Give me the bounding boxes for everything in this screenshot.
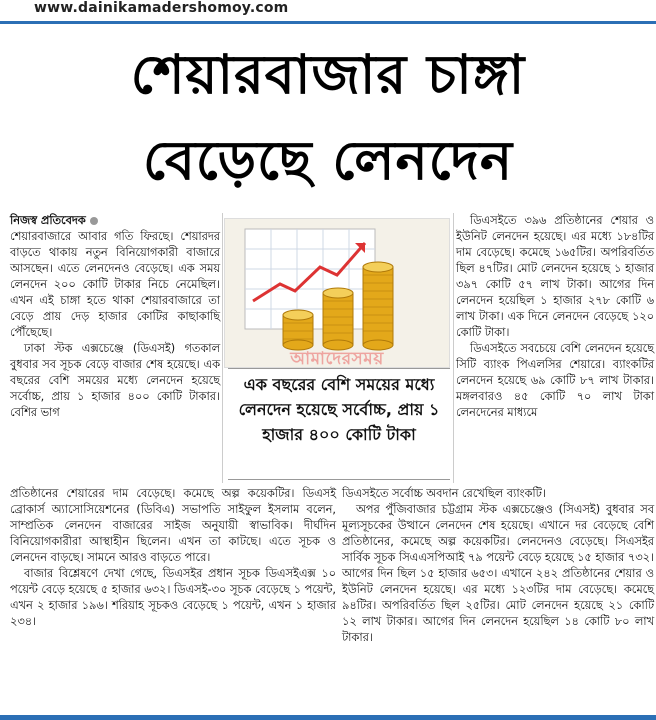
paragraph: প্রতিষ্ঠানের শেয়ারের দাম বেড়েছে। কমেছে অল্প কয়েকটির। ডিএসই ব্রোকার্স অ্যাসোসিয়েশনের (ডিবিএ) সভাপতি সাইফুল ইসলাম বলেন, সাম্প্রতিক লেনদেন বাজারের সাইজ অনুযায়ী স্বাভাবিক। দীর্ঘদিন বিনিয়োগকারীরা আস্থাহীন ছিলেন। এখন তা কাটছে। এতে সূচক ও লেনদেন বাড়ছে। সামনে আরও বাড়তে পারে। — [10, 487, 336, 564]
byline-dot-icon — [90, 217, 98, 225]
column-divider — [453, 213, 454, 483]
article-column-bottom-right — [342, 486, 654, 646]
pull-quote: এক বছরের বেশি সময়ের মধ্যে লেনদেন হয়েছে সর্বোচ্চ, প্রায় ১ হাজার ৪০০ কোটি টাকা — [228, 368, 450, 480]
paragraph: ডিএসইতে ৩৯৬ প্রতিষ্ঠানের শেয়ার ও ইউনিট লেনদেন হয়েছে। এর মধ্যে ১৮৪টির দাম বেড়েছে। কমেছে ১৬৫টির। অপরিবর্তিত ছিল ৪৭টির। মোট লেনদেন হয়েছে ১ হাজার ৩৯৭ কোটি ৫৭ লাখ টাকা। আগের দিন লেনদেন হয়েছিল ১ হাজার ২৭৮ কোটি ৬ লাখ টাকা। এক দিনে লেনদেন বেড়েছে ১২০ কোটি টাকা। — [456, 214, 654, 339]
paragraph: শেয়ারবাজারে আবার গতি ফিরছে। শেয়ারদর বাড়তে থাকায় নতুন বিনিয়োগকারী বাজারে আসছেন। এতে লেনদেনও বেড়েছে। এক সময় লেনদেন ২০০ কোটি টাকার নিচে নেমেছিল। এখন এই চাঙ্গা হতে থাকা শেয়ারবাজারে তা বেড়ে প্রায় দেড় হাজার কোটির কাছাকাছি পৌঁছেছে। — [10, 230, 220, 339]
site-url[interactable]: www.dainikamadershomoy.com — [34, 0, 289, 16]
article-column-bottom-left — [10, 486, 336, 630]
headline-line-1: শেয়ারবাজার চাঙ্গা — [130, 43, 526, 106]
article-column-right — [456, 213, 654, 421]
site-header — [0, 0, 656, 22]
footer-rule — [0, 715, 656, 720]
headline-line-2: বেড়েছে লেনদেন — [142, 129, 514, 192]
article-column-left — [10, 213, 220, 421]
paragraph: ডিএসইতে সবচেয়ে বেশি লেনদেন হয়েছে সিটি ব্যাংক পিএলসির শেয়ারে। ব্যাংকটির লেনদেন হয়েছে ৬৯ কোটি ৮৭ লাখ টাকার। মঙ্গলবারও ৪৫ কোটি ৭০ লাখ টাকা লেনদেনের মাধ্যমে — [456, 342, 654, 419]
byline: নিজস্ব প্রতিবেদক — [10, 214, 86, 227]
paragraph: ঢাকা স্টক এক্সচেঞ্জে (ডিএসই) গতকাল বুধবার সব সূচক বেড়ে বাজার শেষ হয়েছে। এক বছরের বেশি সময়ের মধ্যে লেনদেন হয়েছে সর্বোচ্চ, প্রায় ১ হাজার ৪০০ কোটি টাকার। বেশির ভাগ — [10, 342, 220, 419]
watermark-logo: আমাদেরসময় — [290, 349, 384, 369]
paragraph: ডিএসইতে সর্বোচ্চ অবদান রেখেছিল ব্যাংকটি। — [342, 487, 546, 500]
paragraph: অপর পুঁজিবাজার চট্টগ্রাম স্টক এক্সচেঞ্জেও (সিএসই) বুধবার সব মূল্যসূচকের উত্থানে লেনদেন শেষ হয়েছে। এখানে দর বেড়েছে বেশি প্রতিষ্ঠানের, কমেছে অল্প কয়েকটির। লেনদেনও বেড়েছে। সিএসইর সার্বিক সূচক সিএএসপিআই ৭৯ পয়েন্ট বেড়ে হয়েছে ১৫ হাজার ৭৩২। আগের দিন ছিল ১৫ হাজার ৬৫৩। এখানে ২৪২ প্রতিষ্ঠানের শেয়ার ও ইউনিট লেনদেন হয়েছে। এর মধ্যে ১২৩টির দাম বেড়েছে। কমেছে ৯৪টির। অপরিবর্তিত ছিল ২৫টির। মোট লেনদেন হয়েছে ২১ কোটি ১২ লাখ টাকার। আগের দিন লেনদেন হয়েছিল ১৪ কোটি ৮০ লাখ টাকার। — [342, 503, 654, 644]
column-divider — [222, 213, 223, 483]
header-rule — [0, 21, 656, 24]
paragraph: বাজার বিশ্লেষণে দেখা গেছে, ডিএসইর প্রধান সূচক ডিএসইএক্স ১০ পয়েন্ট বেড়ে হয়েছে ৫ হাজার ৬৩২। ডিএসই-৩০ সূচক বেড়েছে ১ পয়েন্ট, এখন ২ হাজার ১৯৬। শরিয়াহ সূচকও বেড়েছে ১ পয়েন্ট, এখন ১ হাজার ২৩৪। — [10, 567, 336, 628]
